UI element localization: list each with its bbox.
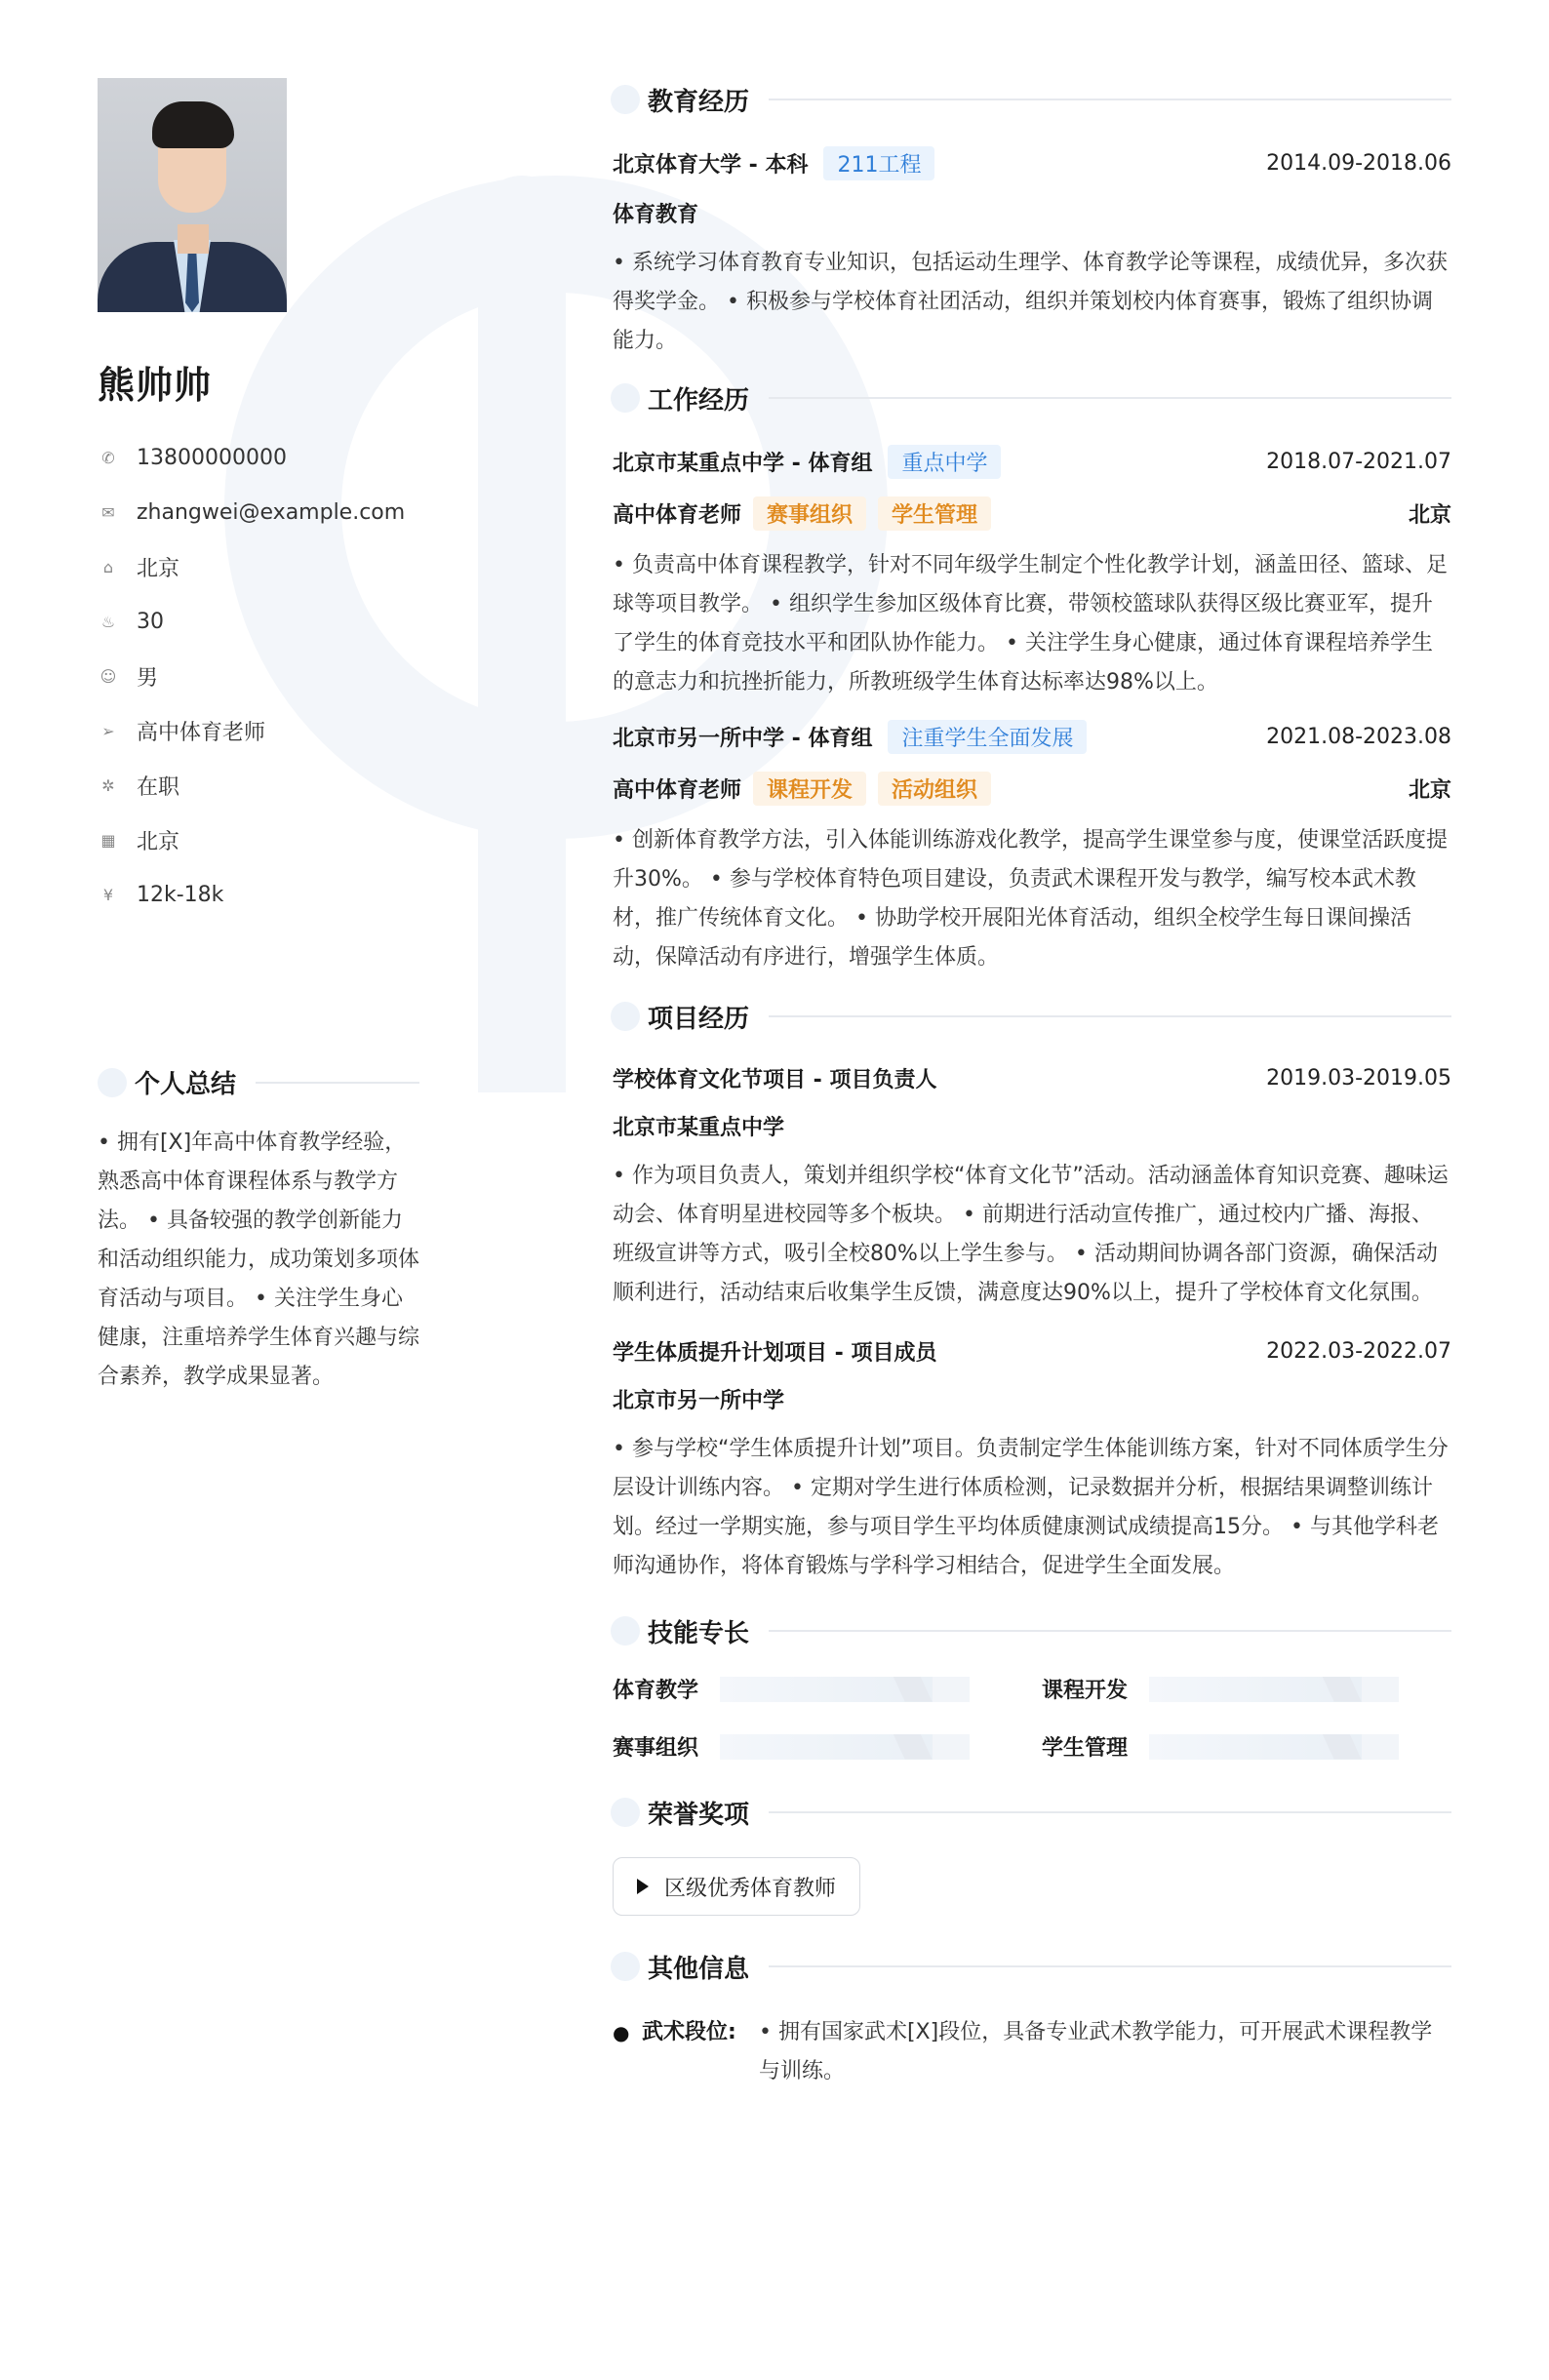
status-value: 在职 [137, 774, 180, 800]
skill-item [613, 1674, 1042, 1704]
watermark-bar [478, 176, 566, 1092]
divider [769, 1630, 1451, 1632]
other-key: 武术段位: [642, 2020, 736, 2044]
section-dot-icon [611, 1798, 640, 1827]
city-value: 北京 [137, 556, 180, 581]
skill-bar [1149, 1734, 1399, 1760]
home-icon: ⌂ [102, 557, 114, 576]
education-row [613, 146, 1451, 180]
education-section [613, 78, 1451, 361]
work-skill-tag: 课程开发 [753, 772, 866, 806]
info-phone [98, 430, 419, 485]
section-dot-icon [611, 1616, 640, 1646]
skill-item [1042, 1674, 1451, 1704]
project-org: 北京市另一所中学 [613, 1389, 785, 1413]
education-desc: • 系统学习体育教育专业知识，包括运动生理学、体育教学论等课程，成绩优异，多次获得奖学金。 • 积极参与学校体育社团活动，组织并策划校内体育赛事，锻炼了组织协调能力。 [613, 251, 1448, 353]
work-desc: • 负责高中体育课程教学，针对不同年级学生制定个性化教学计划，涵盖田径、篮球、足球等项目教学。 • 组织学生参加区级体育比赛，带领校篮球队获得区级比赛亚军，提升了学生的体育竞技水平和团队协作能力。 • 关注学生身心健康，通过体育课程培养学生的意志力和抗挫折能力，所教班级学生体育达标率达98%以上。 [613, 553, 1448, 694]
education-date: 2014.09-2018.06 [1266, 151, 1451, 176]
skill-name: 体育教学 [613, 1679, 699, 1703]
info-email [98, 485, 419, 539]
work-org-tag: 注重学生全面发展 [888, 720, 1087, 754]
awards-section [613, 1791, 1451, 1916]
award-item[interactable] [613, 1857, 860, 1916]
work-skill-tag: 学生管理 [878, 496, 991, 531]
divider [769, 1965, 1451, 1967]
summary-section [98, 1064, 419, 1397]
work-date: 2021.08-2023.08 [1266, 725, 1451, 749]
project-org: 北京市某重点中学 [613, 1116, 785, 1140]
work-item [613, 445, 1451, 702]
work-role: 高中体育老师 [613, 503, 742, 528]
projects-header [611, 995, 1451, 1038]
skill-bar [720, 1677, 970, 1702]
other-section [613, 1945, 1451, 2091]
status-icon: ✲ [101, 775, 115, 795]
summary-title: 个人总结 [135, 1070, 237, 1099]
work-location: 北京 [1408, 778, 1451, 803]
work-header [611, 377, 1451, 419]
other-title: 其他信息 [648, 1954, 750, 1984]
work-skill-tag: 赛事组织 [753, 496, 866, 531]
divider [769, 397, 1451, 399]
play-icon [637, 1879, 649, 1894]
awards-header [611, 1791, 1451, 1834]
phone-icon: ✆ [101, 448, 115, 467]
bullet-icon: ● [613, 2021, 630, 2044]
skill-name: 赛事组织 [613, 1736, 699, 1761]
summary-header [98, 1064, 419, 1100]
face-icon: ☺ [99, 666, 117, 686]
info-salary [98, 867, 419, 922]
section-dot-icon [611, 383, 640, 413]
work-org: 北京市某重点中学 - 体育组 [613, 452, 873, 476]
work-skill-tag: 活动组织 [878, 772, 991, 806]
skills-grid [613, 1674, 1451, 1762]
project-item [613, 1336, 1451, 1586]
work-location: 北京 [1408, 503, 1451, 528]
award-label: 区级优秀体育教师 [664, 1876, 837, 1901]
projects-section [613, 995, 1451, 1586]
work-date: 2018.07-2021.07 [1266, 450, 1451, 474]
work-role: 高中体育老师 [613, 778, 742, 803]
skill-bar [720, 1734, 970, 1760]
age-value: 30 [137, 609, 164, 634]
info-gender [98, 649, 419, 703]
divider [769, 99, 1451, 100]
section-dot-icon [611, 85, 640, 114]
other-item [613, 2013, 1451, 2091]
main-content [613, 78, 1451, 2091]
cake-icon: ♨ [100, 612, 116, 631]
project-item [613, 1063, 1451, 1313]
send-icon: ➢ [101, 721, 115, 740]
email-value: zhangwei@example.com [137, 499, 406, 525]
education-title: 教育经历 [648, 87, 750, 117]
info-target-city [98, 813, 419, 867]
building-icon: ▦ [100, 830, 116, 850]
project-desc: • 参与学校“学生体质提升计划”项目。负责制定学生体能训练方案，针对不同体质学生分层设计训练内容。 • 定期对学生进行体质检测，记录数据并分析，根据结果调整训练计划。经过一学期实施，参与项目学生平均体质健康测试成绩提高15分。 • 与其他学科老师沟通协作，将体育锻炼与学科学习相结合，促进学生全面发展。 [613, 1437, 1449, 1578]
skills-section [613, 1609, 1451, 1762]
skill-name: 学生管理 [1042, 1736, 1129, 1761]
work-org: 北京市另一所中学 - 体育组 [613, 727, 873, 751]
section-dot-icon [611, 1002, 640, 1031]
money-icon: ¥ [102, 885, 114, 904]
skill-item [613, 1731, 1042, 1762]
avatar [98, 78, 287, 312]
mail-icon: ✉ [101, 502, 115, 522]
projects-title: 项目经历 [648, 1004, 750, 1034]
project-name: 学生体质提升计划项目 - 项目成员 [613, 1341, 937, 1366]
school-tag: 211工程 [823, 146, 934, 180]
work-section [613, 377, 1451, 977]
work-title: 工作经历 [648, 385, 750, 416]
divider [256, 1082, 419, 1084]
candidate-name: 熊帅帅 [98, 364, 213, 407]
work-org-tag: 重点中学 [888, 445, 1001, 479]
divider [769, 1015, 1451, 1017]
position-value: 高中体育老师 [137, 720, 266, 745]
skills-header [611, 1609, 1451, 1652]
gender-value: 男 [137, 665, 159, 691]
target-city-value: 北京 [137, 829, 180, 854]
skill-item [1042, 1731, 1451, 1762]
section-dot-icon [98, 1068, 127, 1097]
other-header [611, 1945, 1451, 1988]
work-item [613, 720, 1451, 977]
divider [769, 1811, 1451, 1813]
education-major: 体育教育 [613, 203, 699, 227]
skill-bar [1149, 1677, 1399, 1702]
education-header [611, 78, 1451, 121]
skills-title: 技能专长 [648, 1618, 750, 1648]
other-value: • 拥有国家武术[X]段位，具备专业武术教学能力，可开展武术课程教学与训练。 [759, 2020, 1433, 2083]
contact-info [98, 430, 419, 922]
project-desc: • 作为项目负责人，策划并组织学校“体育文化节”活动。活动涵盖体育知识竞赛、趣味运动会、体育明星进校园等多个板块。 • 前期进行活动宣传推广，通过校内广播、海报、班级宣讲等方式，吸引全校80%以上学生参与。 • 活动期间协调各部门资源，确保活动顺利进行，活动结束后收集学生反馈，满意度达90%以上，提升了学校体育文化氛围。 [613, 1164, 1449, 1305]
project-name: 学校体育文化节项目 - 项目负责人 [613, 1068, 937, 1092]
info-position [98, 703, 419, 758]
work-desc: • 创新体育教学方法，引入体能训练游戏化教学，提高学生课堂参与度，使课堂活跃度提升30%。 • 参与学校体育特色项目建设，负责武术课程开发与教学，编写校本武术教材，推广传统体育文化。 • 协助学校开展阳光体育活动，组织全校学生每日课间操活动，保障活动有序进行，增强学生体质。 [613, 828, 1448, 970]
info-city [98, 539, 419, 594]
skill-name: 课程开发 [1042, 1679, 1129, 1703]
summary-text: • 拥有[X]年高中体育教学经验，熟悉高中体育课程体系与教学方法。 • 具备较强的教学创新能力和活动组织能力，成功策划多项体育活动与项目。 • 关注学生身心健康，注重培养学生体育兴趣与综合素养，教学成果显著。 [98, 1130, 420, 1389]
awards-title: 荣誉奖项 [648, 1800, 750, 1830]
info-status [98, 758, 419, 813]
project-date: 2019.03-2019.05 [1266, 1066, 1451, 1091]
salary-value: 12k-18k [137, 882, 224, 907]
sidebar [98, 78, 419, 1397]
info-age [98, 594, 419, 649]
project-date: 2022.03-2022.07 [1266, 1339, 1451, 1364]
school-name: 北京体育大学 - 本科 [613, 153, 809, 178]
phone-value: 13800000000 [137, 445, 287, 470]
section-dot-icon [611, 1952, 640, 1981]
